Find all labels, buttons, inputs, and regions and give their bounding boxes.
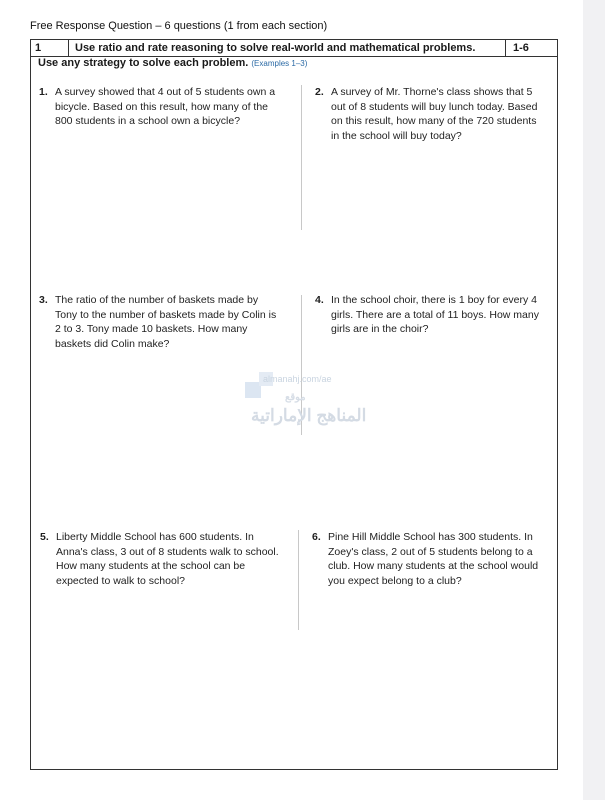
section-divider — [68, 40, 69, 56]
watermark — [245, 372, 385, 432]
page-margin-strip — [583, 0, 605, 800]
section-number: 1 — [35, 42, 42, 54]
problem-2 — [315, 85, 539, 143]
problem-text: In the school choir, there is 1 boy for every 4 girls. There are a total of 11 boys. How many girls are in the choir? — [331, 294, 539, 336]
instructions-text: Use any strategy to solve each problem. — [38, 57, 249, 69]
problem-text: A survey showed that 4 out of 5 students own a bicycle. Based on this result, how many of the 800 students in a school own a bicycle? — [55, 86, 276, 128]
examples-reference: (Examples 1–3) — [251, 59, 308, 68]
problem-5 — [40, 530, 280, 588]
problem-6 — [312, 530, 544, 588]
problem-number: 2. — [315, 86, 324, 98]
problem-number: 3. — [39, 294, 48, 306]
problem-number: 5. — [40, 531, 49, 543]
problem-text: The ratio of the number of baskets made by Tony to the number of baskets made by Colin is 2 to 3. Tony made 10 baskets. How many baskets did Colin make? — [55, 294, 277, 350]
section-range: 1-6 — [513, 42, 529, 54]
watermark-line1: موقع — [285, 392, 306, 403]
page-header: Free Response Question – 6 questions (1 from each section) — [30, 20, 328, 32]
column-divider — [301, 85, 302, 230]
watermark-line2: المناهج الإماراتية — [251, 406, 367, 425]
problem-3 — [39, 293, 279, 351]
problem-1 — [39, 85, 279, 129]
problem-text: Liberty Middle School has 600 students. In Anna's class, 3 out of 8 students walk to school. How many students at the school can be expected to walk to school? — [56, 531, 279, 587]
watermark-url: almanahj.com/ae — [263, 374, 332, 384]
problem-number: 4. — [315, 294, 324, 306]
problem-number: 1. — [39, 86, 48, 98]
section-header-row — [31, 40, 557, 57]
problem-text: A survey of Mr. Thorne's class shows that 5 out of 8 students will buy lunch today. Based on this result, how many of the 720 students in the school will buy today? — [331, 86, 538, 142]
problem-number: 6. — [312, 531, 321, 543]
column-divider — [298, 530, 299, 630]
instructions — [38, 57, 307, 69]
problem-4 — [315, 293, 541, 337]
section-divider — [505, 40, 506, 56]
problem-text: Pine Hill Middle School has 300 students. In Zoey's class, 2 out of 5 students belong to a club. How many students at the school would you expect belong to a club? — [328, 531, 539, 587]
section-title: Use ratio and rate reasoning to solve real-world and mathematical problems. — [75, 42, 476, 54]
